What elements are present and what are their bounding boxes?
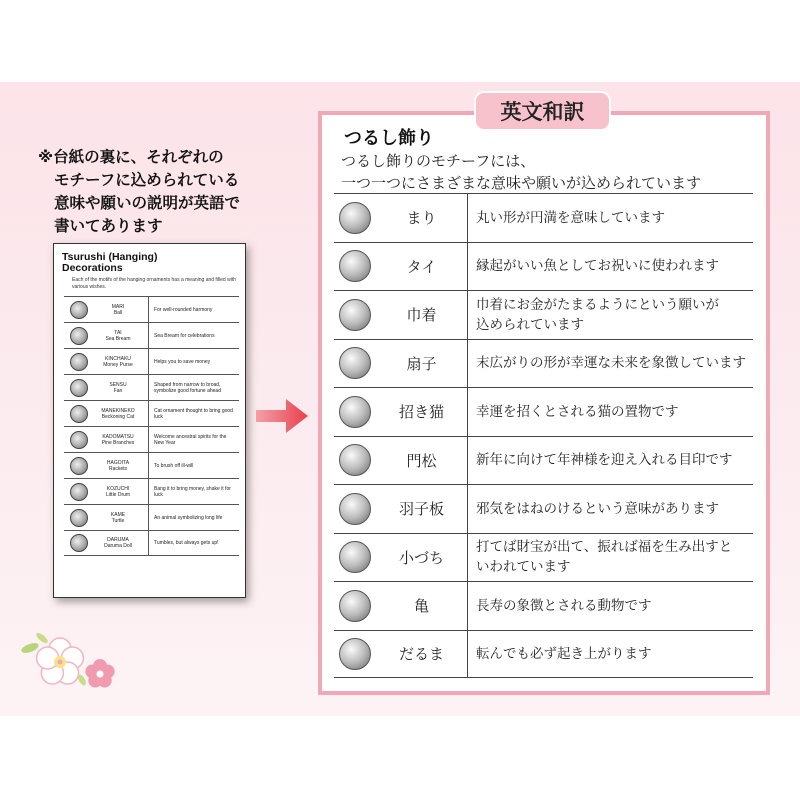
row-icon-cell (334, 243, 376, 291)
row-description-line: いわれています (476, 559, 571, 576)
panel-title: つるし飾り (344, 128, 434, 149)
motif-thumbnail-icon (70, 483, 88, 501)
row-description (468, 194, 753, 242)
hagoita-racket-icon (339, 493, 371, 525)
card-row (64, 322, 239, 348)
row-name: 亀 (413, 597, 429, 616)
motif-thumbnail-icon (70, 405, 88, 423)
mallet-icon (339, 541, 371, 573)
row-icon-cell (334, 582, 376, 630)
card-row (64, 452, 239, 478)
row-description (468, 291, 753, 339)
row-description-line: 長寿の象徴とされる動物です (476, 597, 652, 614)
row-name: まり (406, 209, 437, 228)
card-row-name (88, 460, 148, 472)
note-line: ※台紙の裏に、それぞれの (38, 148, 224, 166)
row-name: 巾着 (406, 306, 437, 325)
card-row-romaji: KADOMATSU (102, 433, 134, 440)
row-description-line: 幸運を招くとされる猫の置物です (476, 403, 679, 420)
card-row-romaji: MARI (111, 303, 125, 310)
row-icon-cell (334, 340, 376, 388)
card-row-english: Ball (113, 309, 123, 316)
motif-thumbnail-icon (70, 327, 88, 345)
card-row-description: Tumbles, but always gets up! (154, 540, 219, 546)
row-icon-cell (334, 291, 376, 339)
card-row-english: Daruma Doll (104, 543, 132, 549)
card-row-english: Beckoning Cat (101, 413, 135, 420)
row-description (468, 437, 753, 485)
card-row-name (88, 434, 148, 446)
row-icon-cell (334, 534, 376, 582)
row-description-line: 巾着にお金がたまるようにという願いが (476, 296, 719, 313)
row-description (468, 631, 753, 678)
motif-thumbnail-icon (70, 534, 88, 552)
card-row-english: Fan (113, 387, 123, 394)
motif-thumbnail-icon (70, 509, 88, 527)
card-row-name (88, 408, 148, 420)
card-title-line: Tsurushi (Hanging) (62, 251, 158, 263)
note-line: 書いてあります (54, 217, 163, 235)
card-intro: Each of the motifs of the hanging ornaments has a meaning and filled with various wishes. (72, 277, 236, 290)
card-row-english: Sea Bream (105, 335, 131, 342)
table-row (334, 484, 753, 533)
row-name: 招き猫 (398, 403, 444, 422)
card-row-description: Shaped from narrow to broad, symbolize good fortune ahead (154, 381, 221, 394)
row-description (468, 534, 753, 582)
card-row-description: Helps you to save money (154, 358, 211, 365)
row-description-line: 新年に向けて年神様を迎え入れる目印です (476, 452, 733, 469)
turtle-icon (339, 590, 371, 622)
table-row (334, 339, 753, 388)
sea-bream-icon (339, 250, 371, 282)
temari-ball-icon (339, 202, 371, 234)
panel-intro (341, 150, 761, 194)
card-row-english: Pine Branches (101, 439, 135, 446)
motif-thumbnail-icon (70, 431, 88, 449)
table-row (334, 387, 753, 436)
translation-table (334, 193, 753, 678)
card-row-romaji: KAME (110, 511, 126, 518)
card-row-description: An animal symbolizing long life (154, 514, 223, 521)
row-description (468, 388, 753, 436)
card-row (64, 478, 239, 504)
row-icon-cell (334, 388, 376, 436)
right-arrow-icon (256, 399, 308, 433)
table-row (334, 290, 753, 339)
card-row-name (88, 382, 148, 394)
card-row (64, 504, 239, 530)
card-row-name (88, 356, 148, 368)
row-description (468, 582, 753, 630)
row-icon-cell (334, 194, 376, 242)
card-row-english: Rackets (108, 465, 128, 472)
card-row (64, 374, 239, 400)
note-line: モチーフに込められている (54, 171, 240, 189)
row-icon-cell (334, 631, 376, 678)
row-description (468, 485, 753, 533)
card-row-description: Welcome ancestral spirits for the New Year (154, 433, 227, 446)
card-row (64, 296, 239, 322)
panel-intro-line: 一つ一つにさまざまな意味や願いが込められています (341, 174, 702, 192)
money-purse-icon (339, 299, 371, 331)
card-row-name (88, 512, 148, 524)
row-description-line: 込められています (476, 316, 584, 333)
card-row-english: Turtle (111, 517, 125, 524)
card-table (62, 296, 237, 556)
card-row-romaji: HAGOITA (106, 459, 130, 466)
row-description-line: 転んでも必ず起き上がります (476, 645, 652, 662)
card-row-romaji: KOZUCHI (106, 485, 130, 492)
motif-thumbnail-icon (70, 457, 88, 475)
row-description-line: 縁起がいい魚としてお祝いに使われます (476, 258, 719, 275)
row-description-line: 丸い形が円満を意味しています (476, 209, 665, 226)
card-row (64, 348, 239, 374)
row-description-line: 邪気をはねのけるという意味があります (476, 500, 719, 517)
card-row-name (88, 330, 148, 342)
card-row-name (88, 304, 148, 316)
row-description (468, 340, 753, 388)
card-row-romaji: DARUMA (107, 537, 129, 543)
table-row (334, 436, 753, 485)
row-name: だるま (398, 645, 444, 664)
row-name: 小づち (398, 548, 444, 567)
motif-thumbnail-icon (70, 379, 88, 397)
motif-thumbnail-icon (70, 353, 88, 371)
panel-intro-line: つるし飾りのモチーフには、 (341, 152, 536, 170)
folding-fan-icon (339, 347, 371, 379)
card-row-romaji: SENSU (109, 381, 127, 388)
card-row-english: Money Purse (103, 361, 133, 368)
english-card (53, 243, 246, 598)
card-row-english: Little Drum (105, 491, 131, 498)
plum-blossom-decoration-icon (20, 628, 130, 698)
row-name: タイ (406, 257, 437, 276)
card-row (64, 426, 239, 452)
translation-tab-label: 英文和訳 (474, 91, 611, 131)
card-row (64, 400, 239, 426)
card-row-name (88, 537, 148, 549)
table-row (334, 630, 753, 679)
row-description-line: 末広がりの形が幸運な未来を象徴しています (476, 355, 746, 372)
row-icon-cell (334, 485, 376, 533)
card-row-romaji: KINCHAKU (105, 355, 131, 362)
table-row (334, 533, 753, 582)
card-row-romaji: MANEKINEKO (101, 407, 135, 414)
row-name: 扇子 (406, 354, 437, 373)
table-row (334, 581, 753, 630)
note-line: 意味や願いの説明が英語で (54, 194, 241, 212)
row-name: 羽子板 (398, 500, 444, 519)
card-row-description: Cat ornament thought to bring good luck (154, 407, 233, 420)
table-row (334, 242, 753, 291)
card-row-name (88, 486, 148, 498)
card-row-description: To brush off ill-will (154, 462, 194, 469)
card-row-description: For well-rounded harmony (154, 306, 213, 313)
card-row-description: Bang it to bring money, shake it for luck (154, 485, 231, 498)
table-row (334, 193, 753, 242)
row-icon-cell (334, 437, 376, 485)
motif-thumbnail-icon (70, 301, 88, 319)
card-row (64, 530, 239, 556)
row-name: 門松 (406, 451, 437, 470)
row-description-line: 打てば財宝が出て、振れば福を生み出すと (476, 539, 733, 556)
card-row-romaji: TAI (114, 329, 122, 336)
daruma-icon (339, 638, 371, 670)
card-title (62, 252, 237, 274)
card-title-line: Decorations (62, 262, 123, 274)
explanatory-note (38, 146, 278, 238)
beckoning-cat-icon (339, 396, 371, 428)
kadomatsu-icon (339, 444, 371, 476)
row-description (468, 243, 753, 291)
card-row-description: Sea Bream for celebrations (154, 332, 215, 339)
